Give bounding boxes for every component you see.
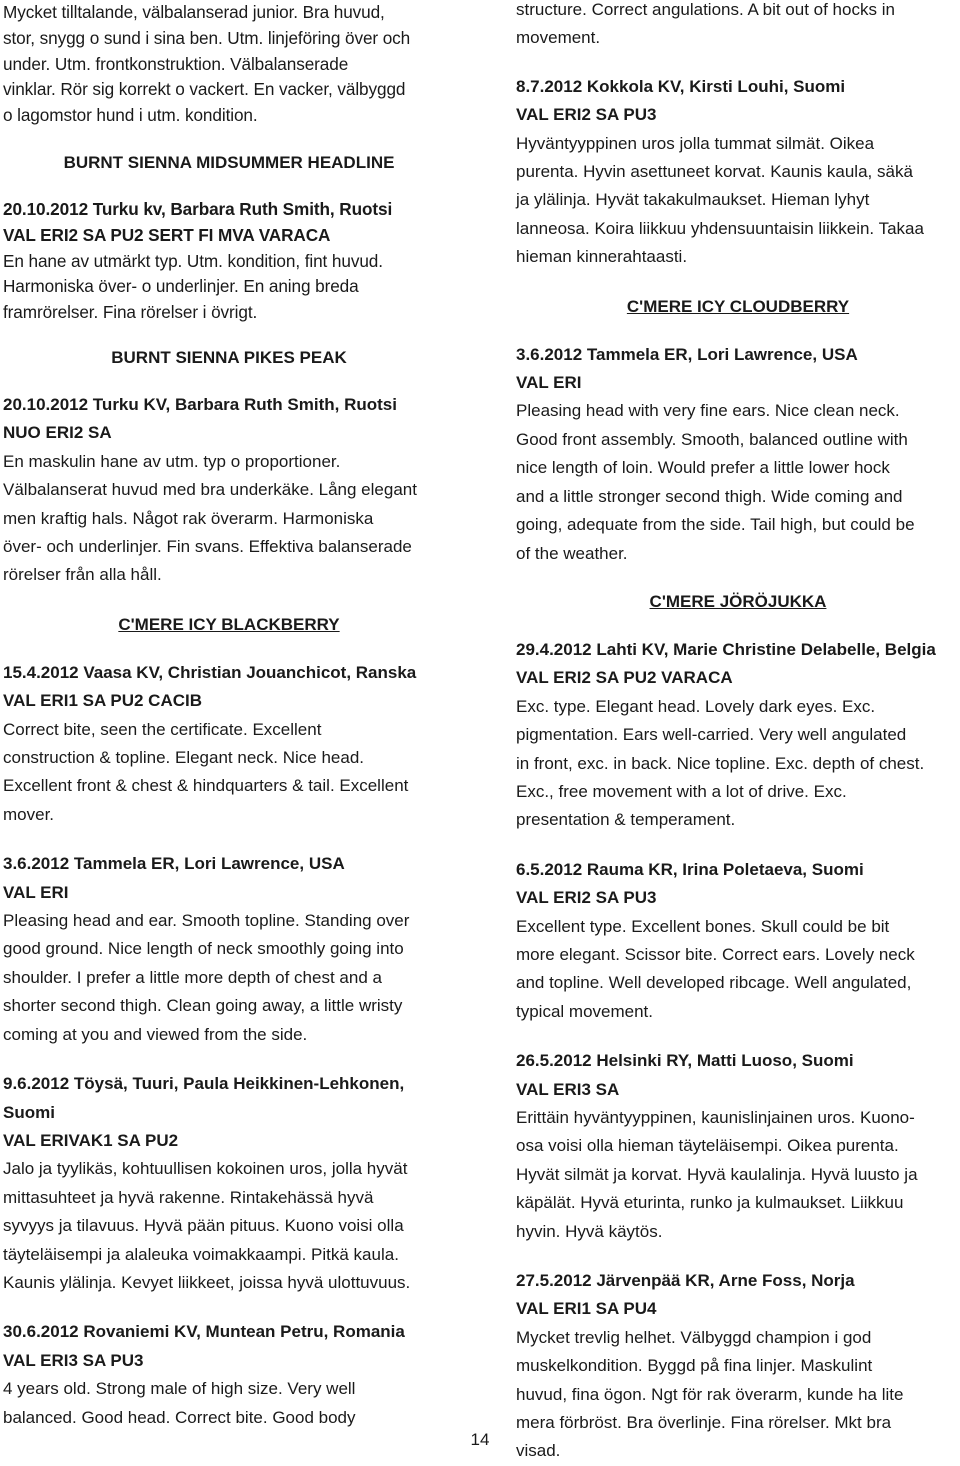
show-entry <box>516 1047 960 1246</box>
show-result: VAL ERI1 SA PU2 CACIB <box>3 691 203 711</box>
show-result: VAL ERI2 SA PU3 <box>516 888 657 908</box>
show-result: VAL ERI <box>3 882 69 902</box>
show-title: 27.5.2012 Järvenpää KR, Arne Foss, Norja <box>516 1271 855 1291</box>
text-line: and topline. Well developed ribcage. Well angulated, <box>516 973 912 993</box>
show-entry <box>3 197 455 326</box>
text-line: Pleasing head with very fine ears. Nice clean neck. <box>516 401 900 421</box>
show-title: 15.4.2012 Vaasa KV, Christian Jouanchicot, Ranska <box>3 662 417 682</box>
dog-name-heading: C'MERE ICY BLACKBERRY <box>118 614 340 634</box>
show-entry <box>516 856 960 1026</box>
text-line: construction & topline. Elegant neck. Nice head. <box>3 748 364 768</box>
text-line: lanneosa. Koira liikkuu yhdensuuntaisin liikkein. Takaa <box>516 218 924 238</box>
text-line: men kraftig hals. Något rak överarm. Harmoniska <box>3 508 374 528</box>
text-line: pigmentation. Ears well-carried. Very well angulated <box>516 725 907 745</box>
text-line: mittasuhteet ja hyvä rakenne. Rintakehässä hyvä <box>3 1187 374 1207</box>
text-line: Exc. type. Elegant head. Lovely dark eyes. Exc. <box>516 696 876 716</box>
text-line: stor, snygg o sund i sina ben. Utm. linjeföring över och <box>3 27 411 48</box>
text-line: mover. <box>3 804 55 824</box>
show-title: 6.5.2012 Rauma KR, Irina Poletaeva, Suomi <box>516 859 864 879</box>
text-line: huvud, fina ögon. Ngt för rak överarm, kunde ha lite <box>516 1384 904 1404</box>
show-title-continued: Suomi <box>3 1102 55 1122</box>
show-entry <box>3 659 455 829</box>
text-line: framrörelser. Fina rörelser i övrigt. <box>3 302 258 323</box>
text-line: Good front assembly. Smooth, balanced outline with <box>516 429 908 449</box>
text-line: Harmoniska över- o underlinjer. En aning breda <box>3 276 359 297</box>
text-line: Pleasing head and ear. Smooth topline. Standing over <box>3 911 410 931</box>
dog-name-heading: BURNT SIENNA MIDSUMMER HEADLINE <box>63 152 395 172</box>
text-line: visad. <box>516 1441 561 1461</box>
show-title: 3.6.2012 Tammela ER, Lori Lawrence, USA <box>3 854 345 874</box>
text-line: ja ylälinja. Hyvät takakulmaukset. Hieman lyhyt <box>516 190 870 210</box>
text-line: Välbalanserat huvud med bra underkäke. Lång elegant <box>3 480 417 500</box>
show-entry <box>516 341 960 568</box>
text-line: Excellent type. Excellent bones. Skull could be bit <box>516 916 890 936</box>
show-result: VAL ERI <box>516 373 582 393</box>
show-entry <box>516 636 960 835</box>
show-title: 20.10.2012 Turku kv, Barbara Ruth Smith, Ruotsi <box>3 198 393 219</box>
text-line: good ground. Nice length of neck smoothly going into <box>3 939 404 959</box>
show-result: NUO ERI2 SA <box>3 423 112 443</box>
text-line: Kaunis ylälinja. Kevyet liikkeet, joissa hyvä ulottuvuus. <box>3 1272 411 1292</box>
text-line: o lagomstor hund i utm. kondition. <box>3 105 258 126</box>
text-line: structure. Correct angulations. A bit out of hocks in <box>516 0 895 19</box>
text-line: 4 years old. Strong male of high size. Very well <box>3 1379 356 1399</box>
show-title: 8.7.2012 Kokkola KV, Kirsti Louhi, Suomi <box>516 76 846 96</box>
text-line: muskelkondition. Byggd på fina linjer. Maskulint <box>516 1356 873 1376</box>
intro-critique <box>3 0 455 129</box>
text-line: under. Utm. frontkonstruktion. Välbalanserade <box>3 53 349 74</box>
text-line: coming at you and viewed from the side. <box>3 1024 308 1044</box>
text-line: mera förbröst. Bra överlinje. Fina rörelser. Mkt bra <box>516 1413 892 1433</box>
text-line: of the weather. <box>516 543 628 563</box>
text-line: över- och underlinjer. Fin svans. Effektiva balanserade <box>3 537 412 556</box>
show-title: 20.10.2012 Turku KV, Barbara Ruth Smith, Ruotsi <box>3 394 397 414</box>
show-result: VAL ERI3 SA <box>516 1079 620 1099</box>
text-line: hieman kinnerahtaasti. <box>516 247 688 267</box>
dog-name-heading: C'MERE JÖRÖJUKKA <box>649 591 827 611</box>
text-line: hyvin. Hyvä käytös. <box>516 1221 663 1241</box>
dog-section-midsummer <box>3 150 455 326</box>
text-line: osa voisi olla hieman täyteläisempi. Oikea purenta. <box>516 1136 899 1156</box>
text-line: in front, exc. in back. Nice topline. Exc. depth of chest. <box>516 753 925 773</box>
text-line: Mycket tilltalande, välbalanserad junior. Bra huvud, <box>3 2 385 22</box>
text-line: purenta. Hyvin asettuneet korvat. Kaunis kaula, säkä <box>516 162 913 182</box>
text-line: Mycket trevlig helhet. Välbyggd champion i god <box>516 1327 872 1347</box>
show-title: 26.5.2012 Helsinki RY, Matti Luoso, Suomi <box>516 1051 854 1071</box>
text-line: Hyvät silmät ja korvat. Hyvä kaulalinja. Hyvä luusto ja <box>516 1164 918 1184</box>
text-line: Jalo ja tyylikäs, kohtuullisen kokoinen uros, jolla hyvät <box>3 1159 408 1179</box>
show-entry <box>3 1070 455 1297</box>
text-line: nice length of loin. Would prefer a little lower hock <box>516 458 890 478</box>
text-line: täyteläisempi ja alaleuka voimakkaampi. Pitkä kaula. <box>3 1244 399 1264</box>
text-line: käpälät. Hyvä eturinta, runko ja kulmaukset. Liikkuu <box>516 1193 904 1213</box>
text-line: vinklar. Rör sig korrekt o vackert. En vacker, välbyggd <box>3 79 406 100</box>
show-title: 9.6.2012 Töysä, Tuuri, Paula Heikkinen-Lehkonen, <box>3 1074 405 1094</box>
text-line: Erittäin hyväntyyppinen, kaunislinjainen uros. Kuono- <box>516 1108 915 1127</box>
text-line: more elegant. Scissor bite. Correct ears. Lovely neck <box>516 944 915 964</box>
text-line: syvyys ja tilavuus. Hyvä pään pituus. Kuono voisi olla <box>3 1216 404 1236</box>
show-result: VAL ERI1 SA PU4 <box>516 1299 657 1319</box>
dog-section-icy-cloudberry <box>516 294 960 568</box>
text-line: Hyväntyyppinen uros jolla tummat silmät. Oikea <box>516 133 875 153</box>
show-result: VAL ERI2 SA PU3 <box>516 105 657 125</box>
text-line: shorter second thigh. Clean going away, a little wristy <box>3 996 403 1016</box>
text-line: presentation & temperament. <box>516 810 736 830</box>
text-line: En hane av utmärkt typ. Utm. kondition, fint huvud. <box>3 250 383 271</box>
show-entry <box>516 73 960 272</box>
show-result: VAL ERI3 SA PU3 <box>3 1350 144 1370</box>
page-number: 14 <box>470 1430 490 1449</box>
dog-name-heading: C'MERE ICY CLOUDBERRY <box>626 296 850 316</box>
text-line: En maskulin hane av utm. typ o proportioner. <box>3 451 341 471</box>
show-title: 29.4.2012 Lahti KV, Marie Christine Delabelle, Belgia <box>516 639 936 659</box>
text-line: Exc., free movement with a lot of drive. Exc. <box>516 781 847 801</box>
text-line: shoulder. I prefer a little more depth of chest and a <box>3 967 382 987</box>
dog-section-pikes-peak <box>3 345 455 590</box>
left-column <box>3 0 455 1432</box>
text-line: movement. <box>516 28 601 48</box>
right-column <box>516 0 960 1466</box>
dog-section-icy-blackberry <box>3 612 455 1432</box>
show-result: VAL ERIVAK1 SA PU2 <box>3 1130 179 1150</box>
text-line: typical movement. <box>516 1001 653 1021</box>
text-line: going, adequate from the side. Tail high, but could be <box>516 515 915 535</box>
text-line: rörelser från alla håll. <box>3 565 162 585</box>
text-line: Correct bite, seen the certificate. Excellent <box>3 719 322 739</box>
show-title: 3.6.2012 Tammela ER, Lori Lawrence, USA <box>516 344 858 364</box>
show-entry <box>3 850 455 1049</box>
show-entry <box>3 1318 455 1432</box>
text-line: Excellent front & chest & hindquarters & tail. Excellent <box>3 776 409 796</box>
dog-section-jorojukka <box>516 589 960 1466</box>
show-entry <box>3 391 455 590</box>
dog-name-heading: BURNT SIENNA PIKES PEAK <box>111 347 347 367</box>
show-result: VAL ERI2 SA PU2 VARACA <box>516 668 733 688</box>
continued-critique <box>516 0 960 53</box>
show-result: VAL ERI2 SA PU2 SERT FI MVA VARACA <box>3 224 331 245</box>
text-line: balanced. Good head. Correct bite. Good body <box>3 1407 356 1427</box>
text-line: and a little stronger second thigh. Wide coming and <box>516 486 903 506</box>
show-title: 30.6.2012 Rovaniemi KV, Muntean Petru, Romania <box>3 1322 405 1342</box>
